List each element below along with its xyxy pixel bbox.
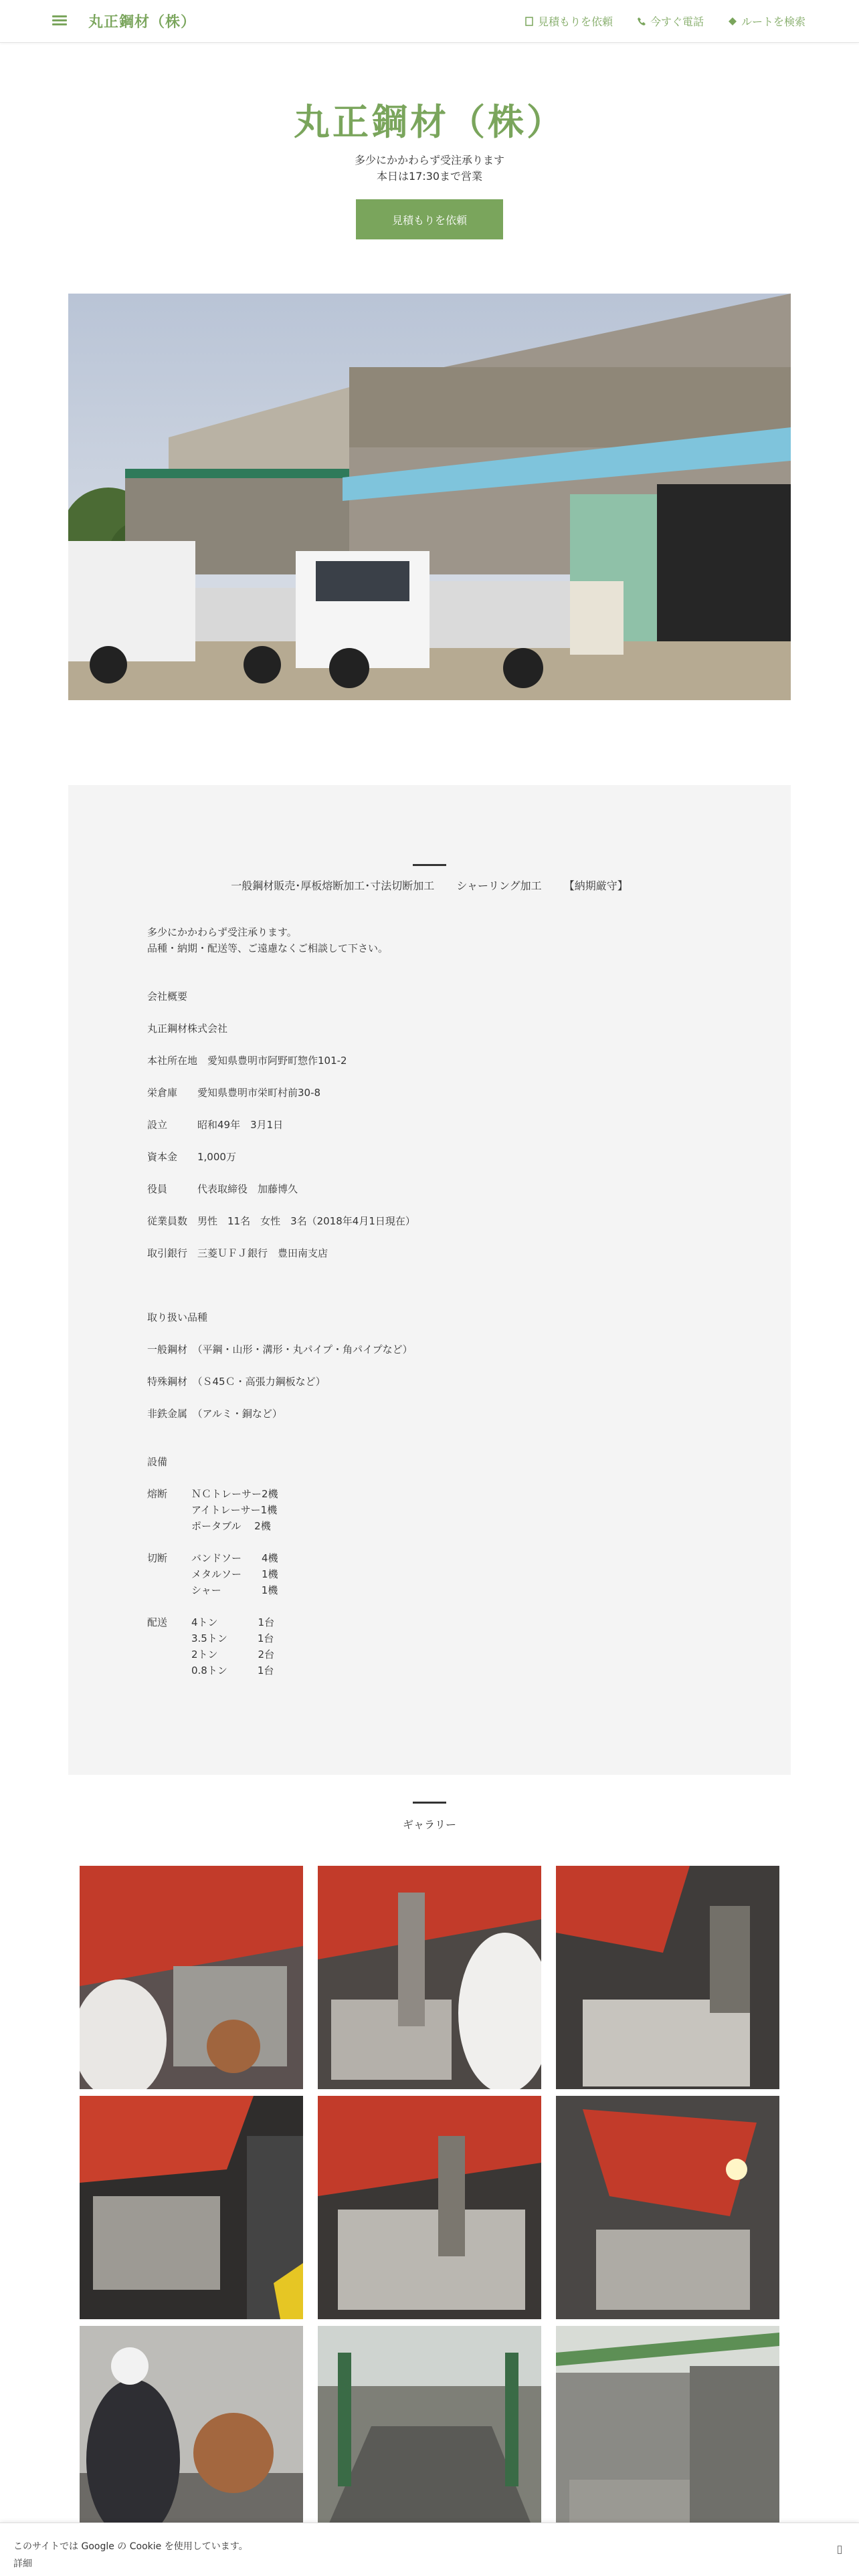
photo-gallery <box>80 1866 779 2549</box>
menu-icon[interactable] <box>52 13 67 28</box>
equipment-row <box>147 1550 723 1566</box>
equipment-item: ＮＣトレーサー2機 <box>191 1488 278 1500</box>
service-item-shearing: シャーリング加工 <box>456 879 542 892</box>
company-founded: 設立 昭和49年 3月1日 <box>147 1119 284 1131</box>
equipment-group-delivery: 配送 <box>147 1616 168 1628</box>
equipment-group-cutting: 切断 <box>147 1552 168 1564</box>
equipment-heading: 設備 <box>147 1456 168 1468</box>
doc-icon <box>524 17 534 26</box>
hero-title: 丸正鋼材（株） <box>294 101 565 143</box>
equipment-row <box>147 1486 723 1502</box>
top-nav <box>524 13 805 29</box>
gallery-photo[interactable] <box>318 1866 541 2089</box>
phone-icon <box>637 17 646 26</box>
company-officer: 役員 代表取締役 加藤博久 <box>147 1183 298 1195</box>
nav-route-label: ルートを検索 <box>741 15 805 28</box>
gallery-photo[interactable] <box>80 2326 303 2549</box>
gallery-photo[interactable] <box>556 2096 779 2319</box>
section-divider <box>413 864 446 866</box>
nav-quote-link[interactable] <box>524 13 613 29</box>
company-employees: 従業員数 男性 11名 女性 3名（2018年4月1日現在） <box>147 1215 415 1227</box>
company-name: 丸正鋼材株式会社 <box>147 1023 228 1035</box>
nav-call-link[interactable] <box>637 13 704 29</box>
hero-subtitle <box>0 152 859 185</box>
equipment-row <box>147 1566 723 1582</box>
company-capital: 資本金 1,000万 <box>147 1151 236 1163</box>
equipment-row <box>147 1614 723 1630</box>
product-general: 一般鋼材 （平鋼・山形・溝形・丸パイプ・角パイプなど） <box>147 1344 413 1356</box>
gallery-photo[interactable] <box>556 1866 779 2089</box>
equipment-item: シャー 1機 <box>191 1584 278 1596</box>
equipment-item: メタルソー 1機 <box>191 1568 278 1580</box>
gallery-photo[interactable] <box>556 2326 779 2549</box>
equipment-item: 4トン 1台 <box>191 1616 275 1628</box>
services-line <box>68 877 791 893</box>
equipment-item: アイトレーサー1機 <box>191 1504 278 1516</box>
products-heading: 取り扱い品種 <box>147 1311 208 1323</box>
cookie-details-link[interactable]: 詳細 <box>13 2559 32 2569</box>
gallery-photo[interactable] <box>318 2096 541 2319</box>
equipment-item: バンドソー 4機 <box>191 1552 278 1564</box>
company-heading: 会社概要 <box>147 990 188 1002</box>
product-nonferrous: 非鉄金属 （アルミ・銅など） <box>147 1408 282 1420</box>
close-icon[interactable]: ▯ <box>836 2543 843 2555</box>
equipment-row <box>147 1646 723 1662</box>
gallery-photo[interactable] <box>80 2096 303 2319</box>
gallery-title: ギャラリー <box>402 1818 456 1831</box>
cookie-banner <box>0 2523 859 2576</box>
equipment-row <box>147 1662 723 1679</box>
equipment-row <box>147 1582 723 1598</box>
equipment-item: ポータブル 2機 <box>191 1520 271 1532</box>
company-hq: 本社所在地 愛知県豊明市阿野町惣作101-2 <box>147 1055 347 1067</box>
nav-call-label: 今すぐ電話 <box>650 15 704 28</box>
hero-subtitle-line2: 本日は17:30まで営業 <box>376 170 483 183</box>
product-special: 特殊鋼材 （Ｓ45Ｃ・高張力鋼板など） <box>147 1376 326 1388</box>
cookie-text: このサイトでは Google の Cookie を使用しています。 <box>13 2541 248 2552</box>
company-warehouse: 栄倉庫 愛知県豊明市栄町村前30-8 <box>147 1087 321 1099</box>
equipment-row <box>147 1630 723 1646</box>
equipment-row <box>147 1518 723 1534</box>
company-info-body <box>147 924 723 1679</box>
service-item-processing: 一般鋼材販売･厚板熔断加工･寸法切断加工 <box>231 879 435 892</box>
equipment-group-cutting-fusion: 熔断 <box>147 1488 168 1500</box>
equipment-item: 0.8トン 1台 <box>191 1665 274 1677</box>
intro-line2: 品種・納期・配送等、ご遠慮なくご相談して下さい。 <box>147 942 389 954</box>
equipment-item: 3.5トン 1台 <box>191 1632 274 1644</box>
main-warehouse-photo <box>68 294 791 700</box>
nav-route-link[interactable] <box>728 13 805 29</box>
gallery-photo[interactable] <box>80 1866 303 2089</box>
route-icon <box>728 17 737 26</box>
equipment-item: 2トン 2台 <box>191 1648 275 1660</box>
company-info-section <box>68 785 791 1775</box>
hero-quote-button[interactable]: 見積もりを依頼 <box>356 199 503 239</box>
hero-subtitle-line1: 多少にかかわらず受注承ります <box>354 154 504 167</box>
service-item-deadline: 【納期厳守】 <box>563 879 628 892</box>
company-bank: 取引銀行 三菱ＵＦＪ銀行 豊田南支店 <box>147 1247 328 1259</box>
gallery-divider <box>413 1802 446 1804</box>
site-brand[interactable]: 丸正鋼材（株） <box>88 14 197 31</box>
intro-line1: 多少にかかわらず受注承ります。 <box>147 926 297 938</box>
top-bar <box>0 0 859 43</box>
equipment-row <box>147 1502 723 1518</box>
nav-quote-label: 見積もりを依頼 <box>537 15 613 28</box>
gallery-photo[interactable] <box>318 2326 541 2549</box>
